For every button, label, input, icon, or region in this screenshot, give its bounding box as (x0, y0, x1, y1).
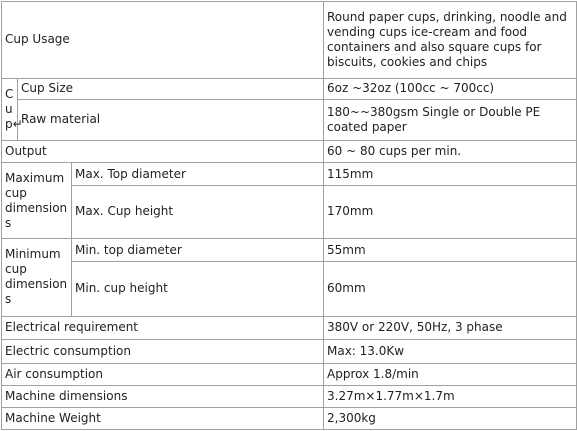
minimum-dimensions-label: Minimum cup dimension s (2, 238, 72, 316)
table-row-cup-size (2, 78, 577, 99)
output-value: 60 ~ 80 cups per min. (324, 140, 577, 162)
machine-weight-value: 2,300kg (324, 408, 577, 430)
cup-size-label: Cup Size (18, 78, 324, 99)
max-top-diameter-label: Max. Top diameter (72, 163, 324, 185)
max-cup-height-label: Max. Cup height (72, 185, 324, 238)
cup-group-label-line2: u (5, 101, 13, 116)
max-top-diameter-value: 115mm (324, 163, 577, 185)
air-consumption-value: Approx 1.8/min (324, 363, 577, 385)
electric-consumption-value: Max: 13.0Kw (324, 340, 577, 363)
spec-table (1, 1, 577, 430)
raw-material-value: 180~~380gsm Single or Double PE coated paper (324, 100, 577, 141)
table-row-raw-material (2, 100, 577, 141)
table-row-min-height (2, 262, 577, 316)
electrical-requirement-label: Electrical requirement (2, 316, 324, 339)
min-cup-height-value: 60mm (324, 262, 577, 316)
cup-usage-label: Cup Usage (2, 2, 324, 79)
electric-consumption-label: Electric consumption (2, 340, 324, 363)
cup-group-label (2, 78, 23, 140)
cup-group-label-line1: C (5, 86, 14, 101)
table-row-output (2, 140, 577, 162)
raw-material-label: Raw material (18, 100, 324, 141)
table-row-electric-consumption (2, 340, 577, 363)
table-row-electrical (2, 316, 577, 339)
table-row-cup-usage (2, 2, 577, 79)
max-cup-height-value: 170mm (324, 185, 577, 238)
electrical-requirement-value: 380V or 220V, 50Hz, 3 phase (324, 316, 577, 339)
spec-table-container (1, 1, 576, 430)
min-top-diameter-label: Min. top diameter (72, 238, 324, 261)
table-row-max-top (2, 163, 577, 185)
cup-size-value: 6oz ~32oz (100cc ~ 700cc) (324, 78, 577, 99)
min-top-diameter-value: 55mm (324, 238, 577, 261)
machine-dimensions-label: Machine dimensions (2, 385, 324, 407)
machine-dimensions-value: 3.27m×1.77m×1.7m (324, 385, 577, 407)
machine-weight-label: Machine Weight (2, 408, 324, 430)
table-row-max-height (2, 185, 577, 238)
table-row-air (2, 363, 577, 385)
cup-usage-value: Round paper cups, drinking, noodle and vending cups ice-cream and food containers and also square cups for biscuits, cookies and chips (324, 2, 577, 79)
air-consumption-label: Air consumption (2, 363, 324, 385)
output-label: Output (2, 140, 324, 162)
min-cup-height-label: Min. cup height (72, 262, 324, 316)
table-row-min-top (2, 238, 577, 261)
table-row-weight (2, 408, 577, 430)
maximum-dimensions-label: Maximum cup dimension s (2, 163, 72, 239)
table-row-dimensions (2, 385, 577, 407)
cup-group-label-line3: p↵ (5, 116, 23, 131)
